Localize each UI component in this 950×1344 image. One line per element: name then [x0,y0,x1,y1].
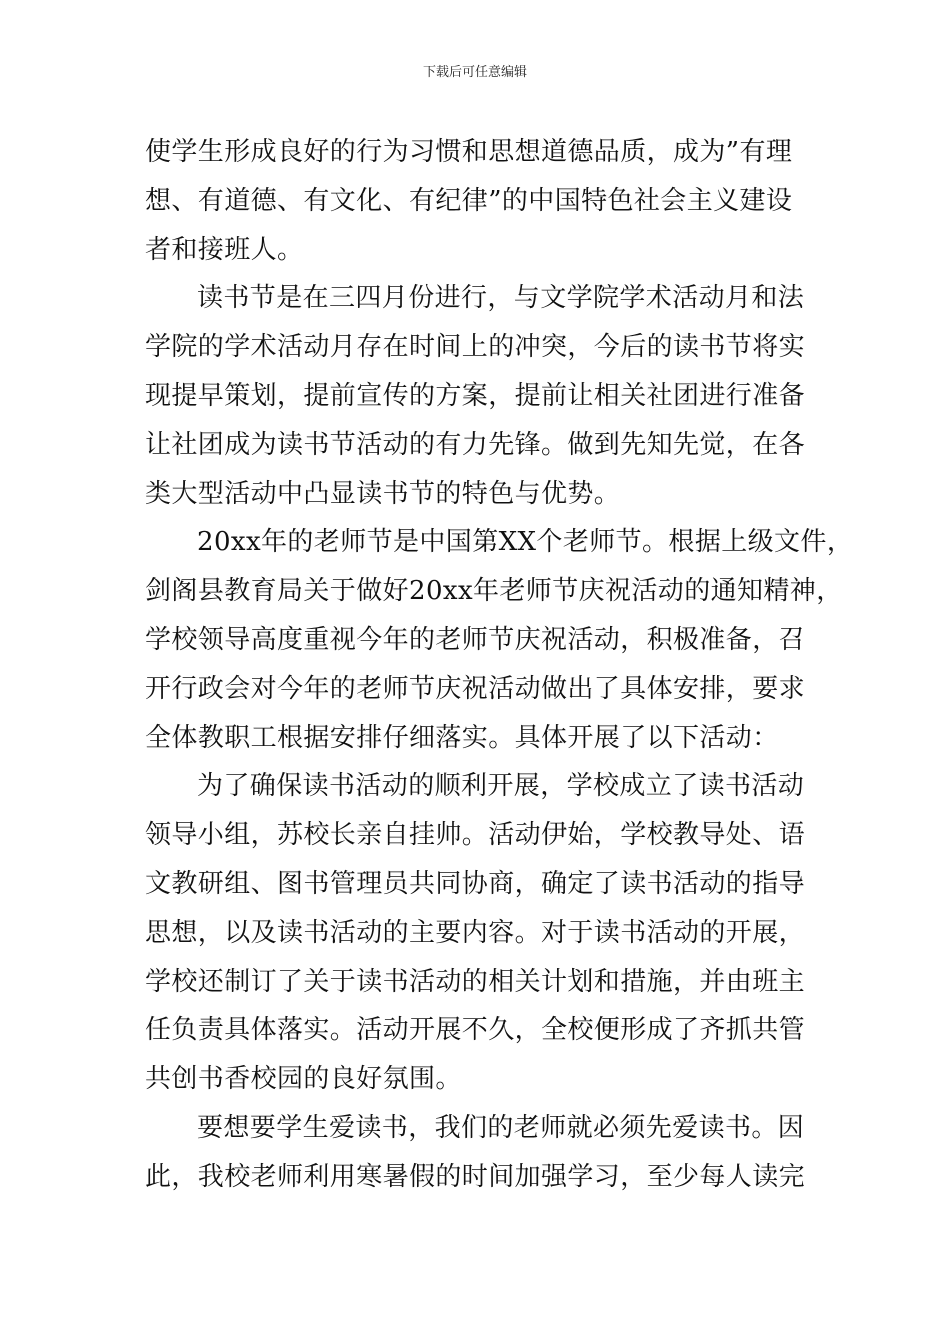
text-line: 现提早策划，提前宣传的方案，提前让相关社团进行准备 [145,380,806,411]
text-line: 任负责具体落实。活动开展不久，全校便形成了齐抓共管 [145,1015,806,1046]
text-line: 类大型活动中凸显读书节的特色与优势。 [145,478,621,509]
text-line: 此，我校老师利用寒暑假的时间加强学习，至少每人读完 [145,1161,806,1192]
document-body [145,128,854,1202]
text-line: 剑阁县教育局关于做好20xx年老师节庆祝活动的通知精神， [145,576,843,607]
text-line: 全体教职工根据安排仔细落实。具体开展了以下活动： [145,722,779,753]
paragraph-first-line: 读书节是在三四月份进行，与文学院学术活动月和法 [197,283,805,314]
text-line: 开行政会对今年的老师节庆祝活动做出了具体安排，要求 [145,673,806,704]
text-line: 学校领导高度重视今年的老师节庆祝活动，积极准备，召 [145,624,806,655]
text-line: 让社团成为读书节活动的有力先锋。做到先知先觉，在各 [145,429,806,460]
text-line: 领导小组，苏校长亲自挂帅。活动伊始，学校教导处、语 [145,820,806,851]
paragraph-first-line: 要想要学生爱读书，我们的老师就必须先爱读书。因 [197,1112,805,1143]
text-line: 文教研组、图书管理员共同协商，确定了读书活动的指导 [145,868,806,899]
text-line: 想、有道德、有文化、有纪律”的中国特色社会主义建设 [145,185,793,216]
text-line: 者和接班人。 [145,234,304,265]
text-line: 学院的学术活动月存在时间上的冲突，今后的读书节将实 [145,332,806,363]
text-line: 学校还制订了关于读书活动的相关计划和措施，并由班主 [145,966,806,997]
paragraph-first-line: 为了确保读书活动的顺利开展，学校成立了读书活动 [197,771,805,802]
text-line: 共创书香校园的良好氛围。 [145,1064,462,1095]
paragraph-first-line: 20xx年的老师节是中国第XX个老师节。根据上级文件， [197,527,854,558]
page-header-note: 下载后可任意编辑 [422,65,527,80]
text-line: 使学生形成良好的行为习惯和思想道德品质，成为”有理 [145,137,793,167]
text-line: 思想，以及读书活动的主要内容。对于读书活动的开展， [145,917,806,948]
